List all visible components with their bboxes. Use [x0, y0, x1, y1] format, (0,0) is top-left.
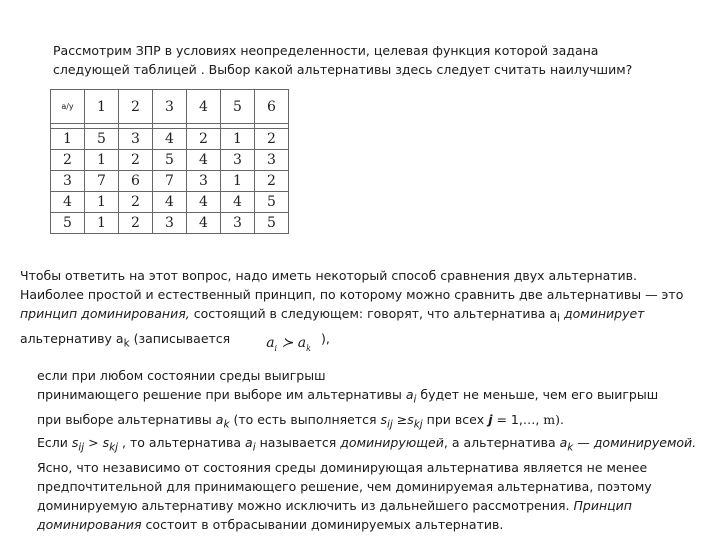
table-cell: 3 — [153, 213, 187, 234]
table-cell: 4 — [153, 129, 187, 150]
condition-paragraph — [37, 366, 658, 434]
table-cell: 7 — [85, 171, 119, 192]
table-row — [51, 213, 289, 234]
table-cell: 3 — [119, 129, 153, 150]
table-cell: 4 — [187, 192, 221, 213]
table-cell: 6 — [119, 171, 153, 192]
table-cell: 3 — [51, 171, 85, 192]
text-line: при выборе альтернативы $a_k$ (то есть выполняется $s_{ij} \ge s_{kj}$ при всех j = 1,…, m). — [37, 411, 564, 430]
table-cell: 3 — [255, 150, 289, 171]
table-corner-cell: a/y — [51, 90, 85, 124]
table-cell: 2 — [255, 129, 289, 150]
table-cell: 5 — [85, 129, 119, 150]
table-row — [51, 171, 289, 192]
table-cell: 4 — [51, 192, 85, 213]
table-header-row — [51, 90, 289, 124]
conclusion-paragraph — [37, 433, 696, 534]
table-header-cell: 6 — [255, 90, 289, 124]
table-header-cell: 3 — [153, 90, 187, 124]
dominance-formula: $a_i$ ≻ $a_k$ — [266, 334, 311, 353]
text-line: доминируемую альтернативу можно исключить из дальнейшего рассмотрения. Принцип — [37, 497, 632, 513]
text-line: Ясно, что независимо от состояния среды доминирующая альтернатива является не менее — [37, 459, 648, 475]
payoff-table — [50, 89, 289, 234]
table-cell: 5 — [153, 150, 187, 171]
table-cell: 2 — [187, 129, 221, 150]
table-cell: 2 — [51, 150, 85, 171]
table-cell: 3 — [221, 213, 255, 234]
table-cell: 2 — [119, 150, 153, 171]
table-cell: 1 — [85, 150, 119, 171]
table-cell: 5 — [255, 192, 289, 213]
table-header-cell: 5 — [221, 90, 255, 124]
intro-line: следующей таблицей . Выбор какой альтернативы здесь следует считать наилучшим? — [53, 62, 633, 77]
table-cell: 2 — [119, 192, 153, 213]
table-cell: 5 — [255, 213, 289, 234]
table-row — [51, 192, 289, 213]
table-cell: 1 — [221, 171, 255, 192]
text-line: предпочтительной для принимающего решение, чем доминируемая альтернатива, поэтому — [37, 478, 652, 494]
table-cell: 4 — [153, 192, 187, 213]
table-cell: 1 — [221, 129, 255, 150]
table-header-cell: 2 — [119, 90, 153, 124]
table-row — [51, 129, 289, 150]
table-cell: 3 — [221, 150, 255, 171]
table-cell: 4 — [187, 213, 221, 234]
table-header-cell: 4 — [187, 90, 221, 124]
table-header-cell: 1 — [85, 90, 119, 124]
text-line: Наиболее простой и естественный принцип, по которому можно сравнить две альтернативы — это — [20, 287, 684, 302]
comparison-paragraph — [20, 266, 683, 357]
text-line: доминирования состоит в отбрасывании доминируемых альтернатив. — [37, 516, 504, 532]
intro-line: Рассмотрим ЗПР в условиях неопределенности, целевая функция которой задана — [53, 43, 599, 58]
text-line: Чтобы ответить на этот вопрос, надо иметь некоторый способ сравнения двух альтернатив. — [20, 268, 638, 283]
table-cell: 2 — [119, 213, 153, 234]
table-cell: 5 — [51, 213, 85, 234]
text-line: принимающего решение при выборе им альтернативы $a_i$ будет не меньше, чем его выигрыш — [37, 387, 659, 406]
text-line: принцип доминирования, состоящий в следующем: говорят, что альтернатива $a_i$ доминирует — [20, 306, 645, 325]
text-line: если при любом состоянии среды выигрыш — [37, 368, 326, 383]
text-line: Если $s_{ij} > s_{kj}$ , то альтернатива $a_i$ называется доминирующей, а альтернатива $a_k$ — доминируемой. — [37, 435, 697, 454]
table-cell: 1 — [51, 129, 85, 150]
text-line: альтернативу $a_k$ (записывается $a_i$ ≻ $a_k$), — [20, 329, 683, 358]
table-cell: 1 — [85, 192, 119, 213]
table-cell: 3 — [187, 171, 221, 192]
table-cell: 7 — [153, 171, 187, 192]
table-cell: 4 — [221, 192, 255, 213]
table-cell: 4 — [187, 150, 221, 171]
table-row — [51, 150, 289, 171]
term-dominance-principle: принцип доминирования, — [20, 306, 190, 321]
table-cell: 2 — [255, 171, 289, 192]
table-cell: 1 — [85, 213, 119, 234]
intro-paragraph — [53, 41, 632, 79]
